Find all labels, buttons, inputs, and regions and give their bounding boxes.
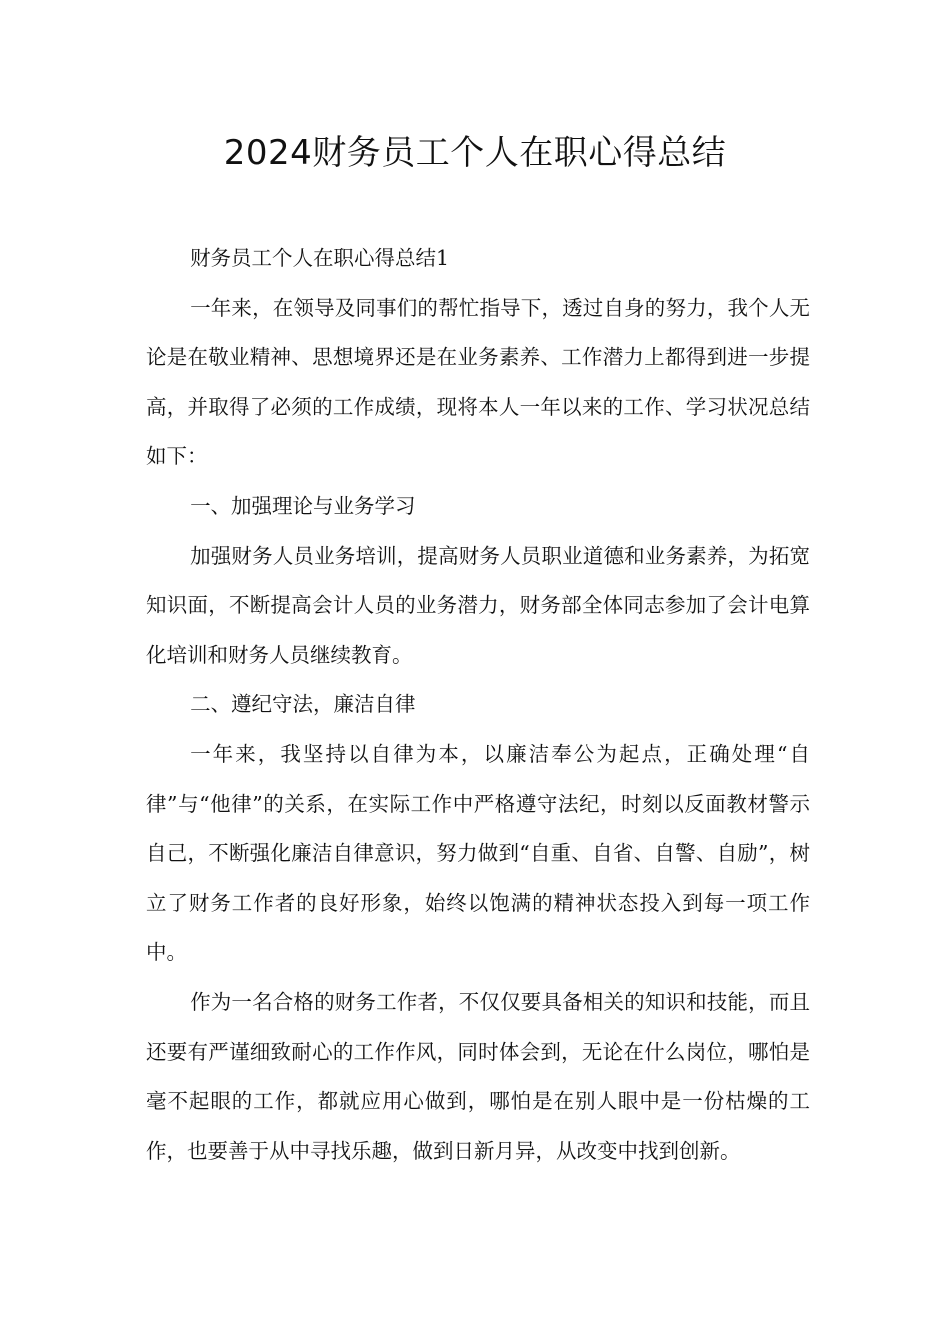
section-heading: 一、加强理论与业务学习: [190, 493, 416, 518]
body-paragraph: 作为一名合格的财务工作者，不仅仅要具备相关的知识和技能，而且还要有严谨细致耐心的工作作风，同时体会到，无论在什么岗位，哪怕是毫不起眼的工作，都就应用心做到，哪怕是在别人眼中是一份枯燥的工作，也要善于从中寻找乐趣，做到日新月异，从改变中找到创新。: [146, 989, 810, 1163]
section-heading: 财务员工个人在职心得总结1: [190, 246, 450, 270]
body-paragraph: 加强财务人员业务培训，提高财务人员职业道德和业务素养，为拓宽知识面，不断提高会计人员的业务潜力，财务部全体同志参加了会计电算化培训和财务人员继续教育。: [146, 543, 810, 667]
document-body: [146, 234, 810, 1176]
section-heading: 二、遵纪守法，廉洁自律: [190, 692, 416, 717]
body-paragraph: 一年来，我坚持以自律为本，以廉洁奉公为起点，正确处理“自律”与“他律”的关系，在实际工作中严格遵守法纪，时刻以反面教材警示自己，不断强化廉洁自律意识，努力做到“自重、自省、自警、自励”，树立了财务工作者的良好形象，始终以饱满的精神状态投入到每一项工作中。: [146, 741, 810, 965]
document-title: 2024财务员工个人在职心得总结: [223, 133, 727, 173]
body-paragraph: 一年来，在领导及同事们的帮忙指导下，透过自身的努力，我个人无论是在敬业精神、思想境界还是在业务素养、工作潜力上都得到进一步提高，并取得了必须的工作成绩，现将本人一年以来的工作、学习状况总结如下：: [146, 295, 810, 469]
